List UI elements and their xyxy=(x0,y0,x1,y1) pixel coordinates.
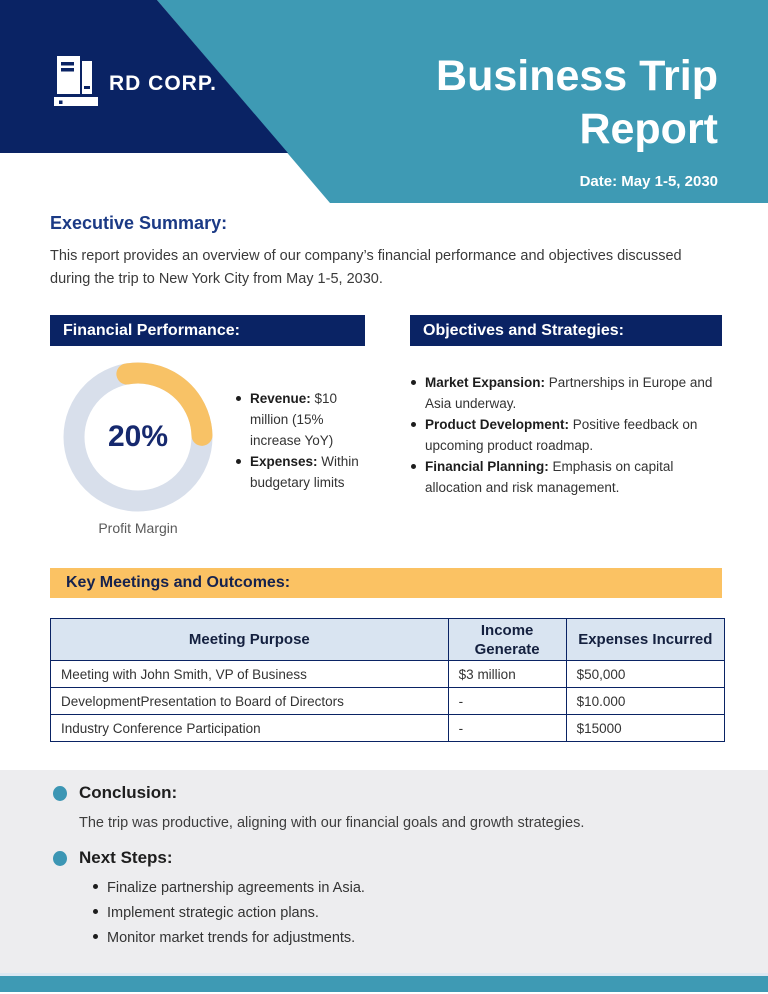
company-logo-text: RD CORP. xyxy=(109,71,217,95)
table-row xyxy=(51,661,725,688)
company-logo-icon xyxy=(54,56,98,111)
report-title-line2: Report xyxy=(579,105,718,153)
objectives-bullet-list xyxy=(410,372,718,498)
table-header-row xyxy=(51,619,725,661)
list-item xyxy=(410,372,718,414)
list-item xyxy=(235,451,365,493)
meetings-table xyxy=(50,618,725,742)
donut-center-value: 20% xyxy=(107,420,169,453)
report-date: Date: May 1-5, 2030 xyxy=(579,173,718,190)
list-item: Implement strategic action plans. xyxy=(92,901,722,926)
list-item xyxy=(410,414,718,456)
cell-meeting-purpose: Industry Conference Participation xyxy=(51,715,449,742)
financial-performance-section xyxy=(50,315,365,568)
profit-margin-donut-chart xyxy=(63,362,213,512)
financial-performance-banner: Financial Performance: xyxy=(50,315,365,346)
header xyxy=(0,0,768,203)
bullet-text: Partnerships in Europe and Asia underway. xyxy=(425,375,713,411)
list-item xyxy=(235,388,365,451)
main-content xyxy=(0,203,768,742)
objectives-section xyxy=(410,315,722,568)
key-meetings-banner: Key Meetings and Outcomes: xyxy=(50,568,722,598)
bullet-text: $10 million (15% increase YoY) xyxy=(250,391,338,448)
next-steps-heading-row xyxy=(53,847,722,869)
list-item xyxy=(410,456,718,498)
conclusion-next-steps-section xyxy=(0,770,768,973)
column-header-meeting-purpose: Meeting Purpose xyxy=(51,619,449,661)
bullet-text: Within budgetary limits xyxy=(250,454,359,490)
bullet-text: Positive feedback on upcoming product roadmap. xyxy=(425,417,698,453)
conclusion-heading-row xyxy=(53,782,722,804)
bullet-label: Market Expansion: xyxy=(425,375,546,390)
list-item: Finalize partnership agreements in Asia. xyxy=(92,876,722,901)
donut-caption: Profit Margin xyxy=(98,520,178,536)
cell-meeting-purpose: DevelopmentPresentation to Board of Directors xyxy=(51,688,449,715)
cell-income: $3 million xyxy=(448,661,566,688)
executive-summary-heading: Executive Summary: xyxy=(50,213,228,233)
executive-summary-text: This report provides an overview of our company’s financial performance and objectives discussed during the trip to New York City from May 1-5, 2030. xyxy=(50,248,682,287)
financial-bullet-list xyxy=(235,388,365,512)
column-header-expenses-incurred: Expenses Incurred xyxy=(566,619,724,661)
report-title-line1: Business Trip xyxy=(436,52,718,100)
bullet-label: Revenue: xyxy=(250,391,311,406)
bullet-label: Product Development: xyxy=(425,417,570,432)
bullet-text: Emphasis on capital allocation and risk management. xyxy=(425,459,674,495)
bullet-label: Expenses: xyxy=(250,454,318,469)
teal-dot-icon xyxy=(53,786,67,801)
cell-income: - xyxy=(448,688,566,715)
objectives-banner: Objectives and Strategies: xyxy=(410,315,722,346)
cell-expenses: $50,000 xyxy=(566,661,724,688)
cell-expenses: $15000 xyxy=(566,715,724,742)
list-item: Monitor market trends for adjustments. xyxy=(92,926,722,951)
teal-dot-icon xyxy=(53,851,67,866)
cell-meeting-purpose: Meeting with John Smith, VP of Business xyxy=(51,661,449,688)
footer-bar xyxy=(0,976,768,992)
company-logo xyxy=(54,56,217,111)
bullet-label: Financial Planning: xyxy=(425,459,549,474)
report-title xyxy=(436,50,718,156)
donut-row xyxy=(50,362,365,512)
cell-expenses: $10.000 xyxy=(566,688,724,715)
table-row xyxy=(51,715,725,742)
performance-objectives-row xyxy=(50,315,722,568)
column-header-income-generate: Income Generate xyxy=(448,619,566,661)
next-steps-list xyxy=(92,876,722,951)
next-steps-heading: Next Steps: xyxy=(79,848,173,867)
conclusion-text: The trip was productive, aligning with our financial goals and growth strategies. xyxy=(79,815,585,831)
cell-income: - xyxy=(448,715,566,742)
conclusion-heading: Conclusion: xyxy=(79,783,178,802)
table-row xyxy=(51,688,725,715)
